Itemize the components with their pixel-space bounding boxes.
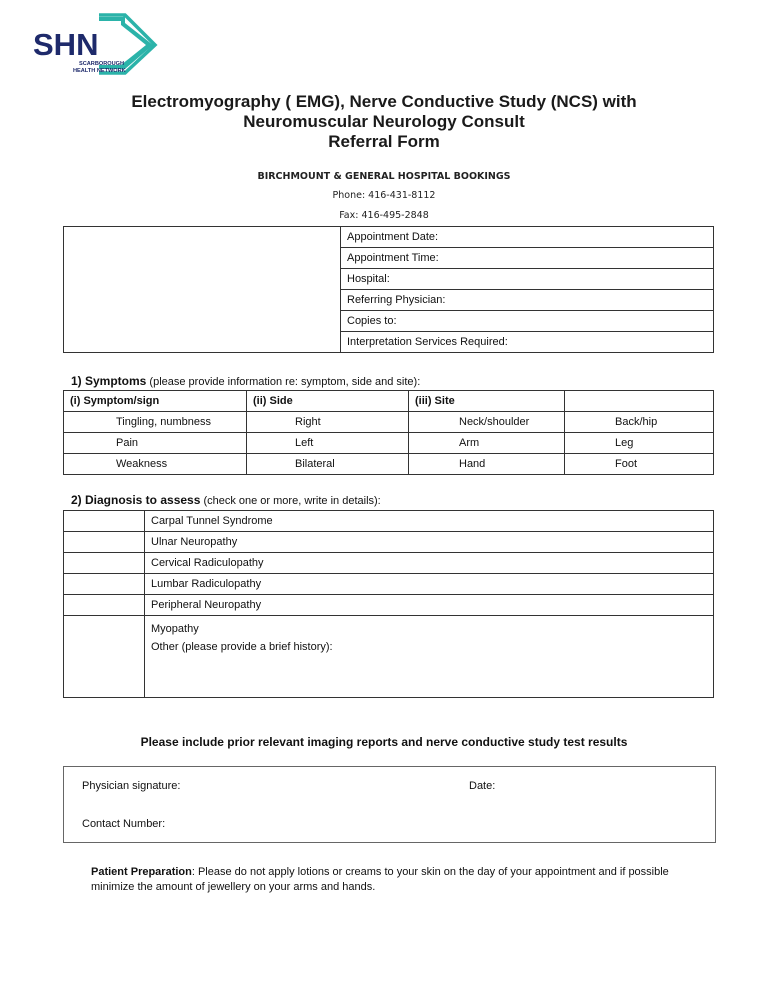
diagnosis-heading [71,493,381,507]
side-option[interactable]: Left [247,433,409,454]
diagnosis-checkbox[interactable] [64,532,145,553]
bookings-phone: Phone: 416-431-8112 [332,190,436,201]
symptom-option[interactable]: Tingling, numbness [64,412,247,433]
shn-logo [33,13,163,77]
diagnosis-item: Carpal Tunnel Syndrome [145,511,714,532]
appointment-date-field[interactable]: Appointment Date: [341,227,714,248]
copies-to-field[interactable]: Copies to: [341,311,714,332]
site-option[interactable]: Leg [565,433,714,454]
symptoms-header-symptom: (i) Symptom/sign [64,391,247,412]
logo-sub-line1: SCARBOROUGH [79,61,125,67]
diagnosis-table [63,510,714,698]
bookings-heading: BIRCHMOUNT & GENERAL HOSPITAL BOOKINGS [257,171,511,182]
signature-date-field[interactable]: Date: [469,780,496,792]
referring-physician-field[interactable]: Referring Physician: [341,290,714,311]
form-title-line1: Electromyography ( EMG), Nerve Conductive Study (NCS) with [131,92,637,111]
site-option[interactable]: Neck/shoulder [409,412,565,433]
diagnosis-heading-bold: 2) Diagnosis to assess [71,493,201,507]
side-option[interactable]: Right [247,412,409,433]
diagnosis-myopathy-other-cell[interactable] [145,616,714,698]
diagnosis-item: Peripheral Neuropathy [145,595,714,616]
diagnosis-checkbox[interactable] [64,595,145,616]
diagnosis-checkbox[interactable] [64,511,145,532]
hospital-field[interactable]: Hospital: [341,269,714,290]
symptoms-header-site: (iii) Site [409,391,565,412]
appointment-table [63,226,714,353]
physician-signature-field[interactable]: Physician signature: [82,780,181,792]
side-option[interactable]: Bilateral [247,454,409,475]
signature-box [63,766,716,843]
diagnosis-item: Cervical Radiculopathy [145,553,714,574]
diagnosis-other-history: Other (please provide a brief history): [151,641,333,653]
site-option[interactable]: Hand [409,454,565,475]
site-option[interactable]: Arm [409,433,565,454]
patient-label-area[interactable] [64,227,341,353]
logo-letters: SHN [33,27,99,62]
diagnosis-item: Myopathy [151,623,199,635]
symptom-option[interactable]: Weakness [64,454,247,475]
imaging-note: Please include prior relevant imaging reports and nerve conductive study test results [140,735,628,749]
diagnosis-checkbox[interactable] [64,553,145,574]
bookings-fax: Fax: 416-495-2848 [339,210,429,221]
form-title-line3: Referral Form [328,132,440,151]
site-option[interactable]: Back/hip [565,412,714,433]
appointment-time-field[interactable]: Appointment Time: [341,248,714,269]
symptoms-header-side: (ii) Side [247,391,409,412]
patient-preparation [91,865,691,895]
symptoms-table [63,390,714,475]
patient-preparation-text: : Please do not apply lotions or creams to your skin on the day of your appointment and if possible minimize the amount of jewellery on your arms and hands. [91,866,669,893]
symptoms-header-blank [565,391,714,412]
logo-sub-line2: HEALTH NETWORK [73,68,126,74]
diagnosis-checkbox[interactable] [64,616,145,698]
site-option[interactable]: Foot [565,454,714,475]
patient-preparation-label: Patient Preparation [91,866,192,878]
form-title-line2: Neuromuscular Neurology Consult [243,112,525,131]
interpretation-services-field[interactable]: Interpretation Services Required: [341,332,714,353]
symptoms-heading [71,374,420,388]
diagnosis-heading-rest: (check one or more, write in details): [200,495,381,507]
diagnosis-item: Lumbar Radiculopathy [145,574,714,595]
contact-number-field[interactable]: Contact Number: [82,818,166,830]
symptom-option[interactable]: Pain [64,433,247,454]
symptoms-heading-rest: (please provide information re: symptom, side and site): [146,376,421,388]
diagnosis-item: Ulnar Neuropathy [145,532,714,553]
diagnosis-checkbox[interactable] [64,574,145,595]
symptoms-heading-bold: 1) Symptoms [71,374,147,388]
